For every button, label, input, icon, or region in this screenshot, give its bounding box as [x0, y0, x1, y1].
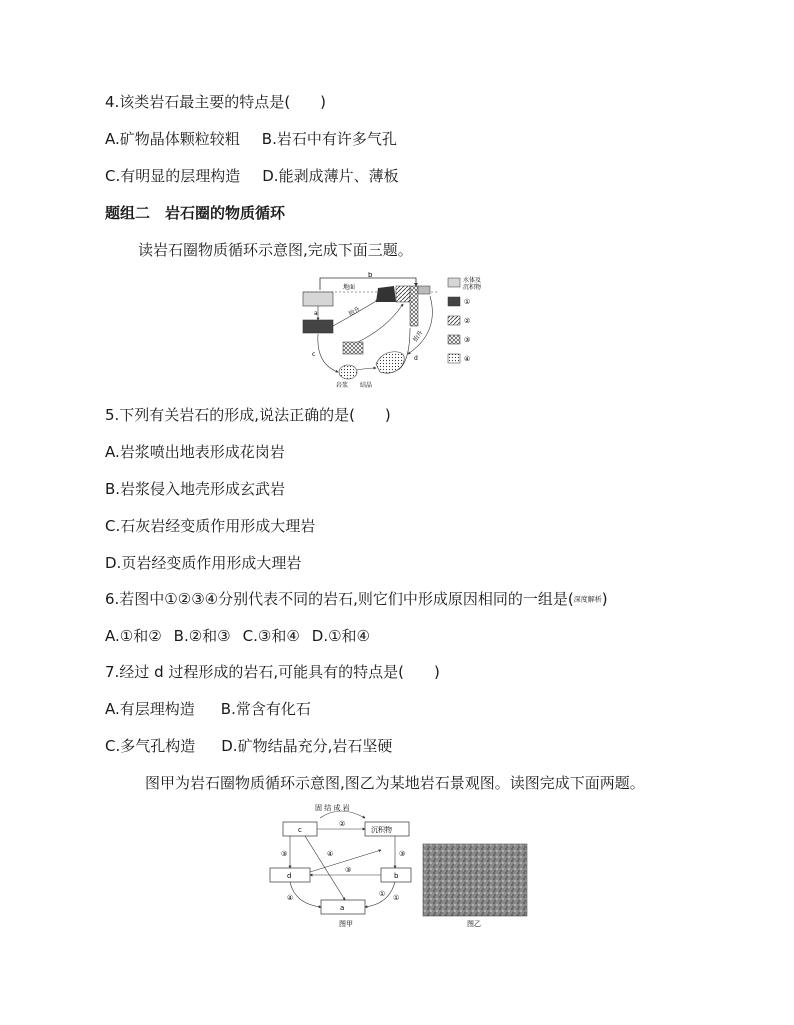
legend-swatch-2 — [448, 316, 460, 325]
legend-swatch-1 — [448, 297, 460, 306]
q6-stem: 6.若图中①②③④分别代表不同的岩石,则它们中形成原因相同的一组是( — [105, 590, 574, 608]
label-a: a — [314, 310, 318, 317]
intro2-text: 图甲为岩石圈物质循环示意图,图乙为某地岩石景观图。读图完成下面两题。 — [145, 774, 645, 792]
box-c-label: c — [298, 826, 302, 834]
box-d-label: d — [287, 872, 292, 880]
q6-option-c: C.③和④ — [242, 627, 300, 645]
q4-option-b: B.岩石中有许多气孔 — [261, 130, 397, 148]
q7-option-b: B.常含有化石 — [220, 700, 311, 718]
arrow-crystal — [357, 368, 376, 370]
legend — [448, 276, 481, 363]
arrow-label-2: ② — [339, 820, 346, 828]
legend-label-4: ④ — [464, 355, 471, 363]
q4-option-d: D.能剥成薄片、薄板 — [262, 167, 399, 185]
box-b-label: b — [394, 872, 399, 880]
arrow-label-3b: ③ — [345, 866, 352, 874]
q7-option-c: C.多气孔构造 — [105, 737, 196, 755]
q5-stem: 5.下列有关岩石的形成,说法正确的是( ) — [105, 406, 391, 424]
q7-options-row-1 — [105, 699, 311, 719]
intro1-text: 读岩石圈物质循环示意图,完成下面三题。 — [138, 241, 413, 259]
sediment-block — [303, 292, 333, 306]
legend-label-3: ③ — [464, 336, 471, 344]
label-uplift-2: 抬升 — [411, 329, 425, 344]
water-block — [418, 286, 430, 294]
rock-photo — [423, 844, 527, 916]
q6-tag: 深度解析 — [573, 595, 602, 604]
q6-stem-close: ) — [601, 590, 608, 608]
q4-options-row-1 — [105, 129, 397, 149]
legend-label-2: ② — [464, 317, 471, 325]
label-magma: 岩浆 — [336, 382, 349, 389]
arrow-c — [318, 334, 338, 372]
label-b: b — [368, 272, 373, 279]
legend-swatch-4 — [448, 354, 460, 363]
q6-options-row — [105, 626, 370, 646]
q4-option-a: A.矿物晶体颗粒较粗 — [105, 130, 240, 148]
arrow-label-3a: ③ — [281, 850, 288, 858]
arrow-label-4b: ④ — [287, 894, 294, 902]
arrow-top — [320, 811, 365, 818]
q4-options-row-2 — [105, 166, 399, 186]
rock-1-cliff — [376, 286, 396, 302]
q5-option-a: A.岩浆喷出地表形成花岗岩 — [105, 443, 285, 461]
box-sediment-label: 沉积物 — [371, 826, 392, 834]
q6-stem-row — [105, 589, 608, 610]
caption-right: 图乙 — [467, 920, 481, 928]
q7-option-d: D.矿物结晶充分,岩石坚硬 — [221, 737, 393, 755]
q7-options-row-2 — [105, 736, 392, 756]
label-surface: 地面 — [343, 284, 356, 291]
q6-option-b: B.②和③ — [173, 627, 231, 645]
arrow-label-4a: ④ — [327, 850, 334, 858]
rock-4-blob — [376, 352, 404, 373]
rock-3-column — [410, 286, 418, 326]
legend-label-water-2: 沉积物 — [463, 284, 482, 291]
rock-3-block — [343, 342, 363, 354]
label-uplift-1: 抬升 — [347, 305, 362, 318]
q6-option-a: A.①和② — [105, 627, 162, 645]
caption-left: 图甲 — [339, 920, 353, 928]
q5-option-c: C.石灰岩经变质作用形成大理岩 — [105, 517, 316, 535]
legend-swatch-3 — [448, 335, 460, 344]
arrow-label-1b: ① — [379, 890, 386, 898]
arrow-d-a — [290, 882, 321, 907]
q4-option-c: C.有明显的层理构造 — [105, 167, 241, 185]
label-d: d — [414, 355, 418, 362]
arrow-label-3c: ③ — [399, 850, 406, 858]
q4-stem: 4.该类岩石最主要的特点是( ) — [105, 93, 327, 111]
arrow-uplift-2 — [358, 304, 403, 342]
q5-option-b: B.岩浆侵入地壳形成玄武岩 — [105, 480, 286, 498]
group2-heading: 题组二 岩石圈的物质循环 — [105, 204, 286, 222]
label-c: c — [312, 351, 316, 358]
legend-label-water-1: 水体及 — [463, 277, 482, 284]
arrow-c-a — [305, 836, 345, 900]
rock-2-cliff — [396, 286, 410, 302]
legend-swatch-water — [448, 278, 460, 287]
arrow-label-1a: ① — [393, 894, 400, 902]
rock-cycle-section-diagram — [298, 272, 508, 390]
label-crystal: 结晶 — [360, 382, 373, 389]
q6-option-d: D.①和④ — [311, 627, 370, 645]
rock-1-block — [303, 320, 333, 333]
q5-option-d: D.页岩经变质作用形成大理岩 — [105, 554, 302, 572]
label-consolidation: 固 结 成 岩 — [315, 804, 350, 812]
box-a-label: a — [340, 904, 345, 912]
magma-body — [339, 365, 357, 379]
q7-stem: 7.经过 d 过程形成的岩石,可能具有的特点是( ) — [105, 663, 440, 681]
rock-cycle-box-diagram — [265, 800, 535, 932]
q7-option-a: A.有层理构造 — [105, 700, 195, 718]
legend-label-1: ① — [464, 298, 471, 306]
